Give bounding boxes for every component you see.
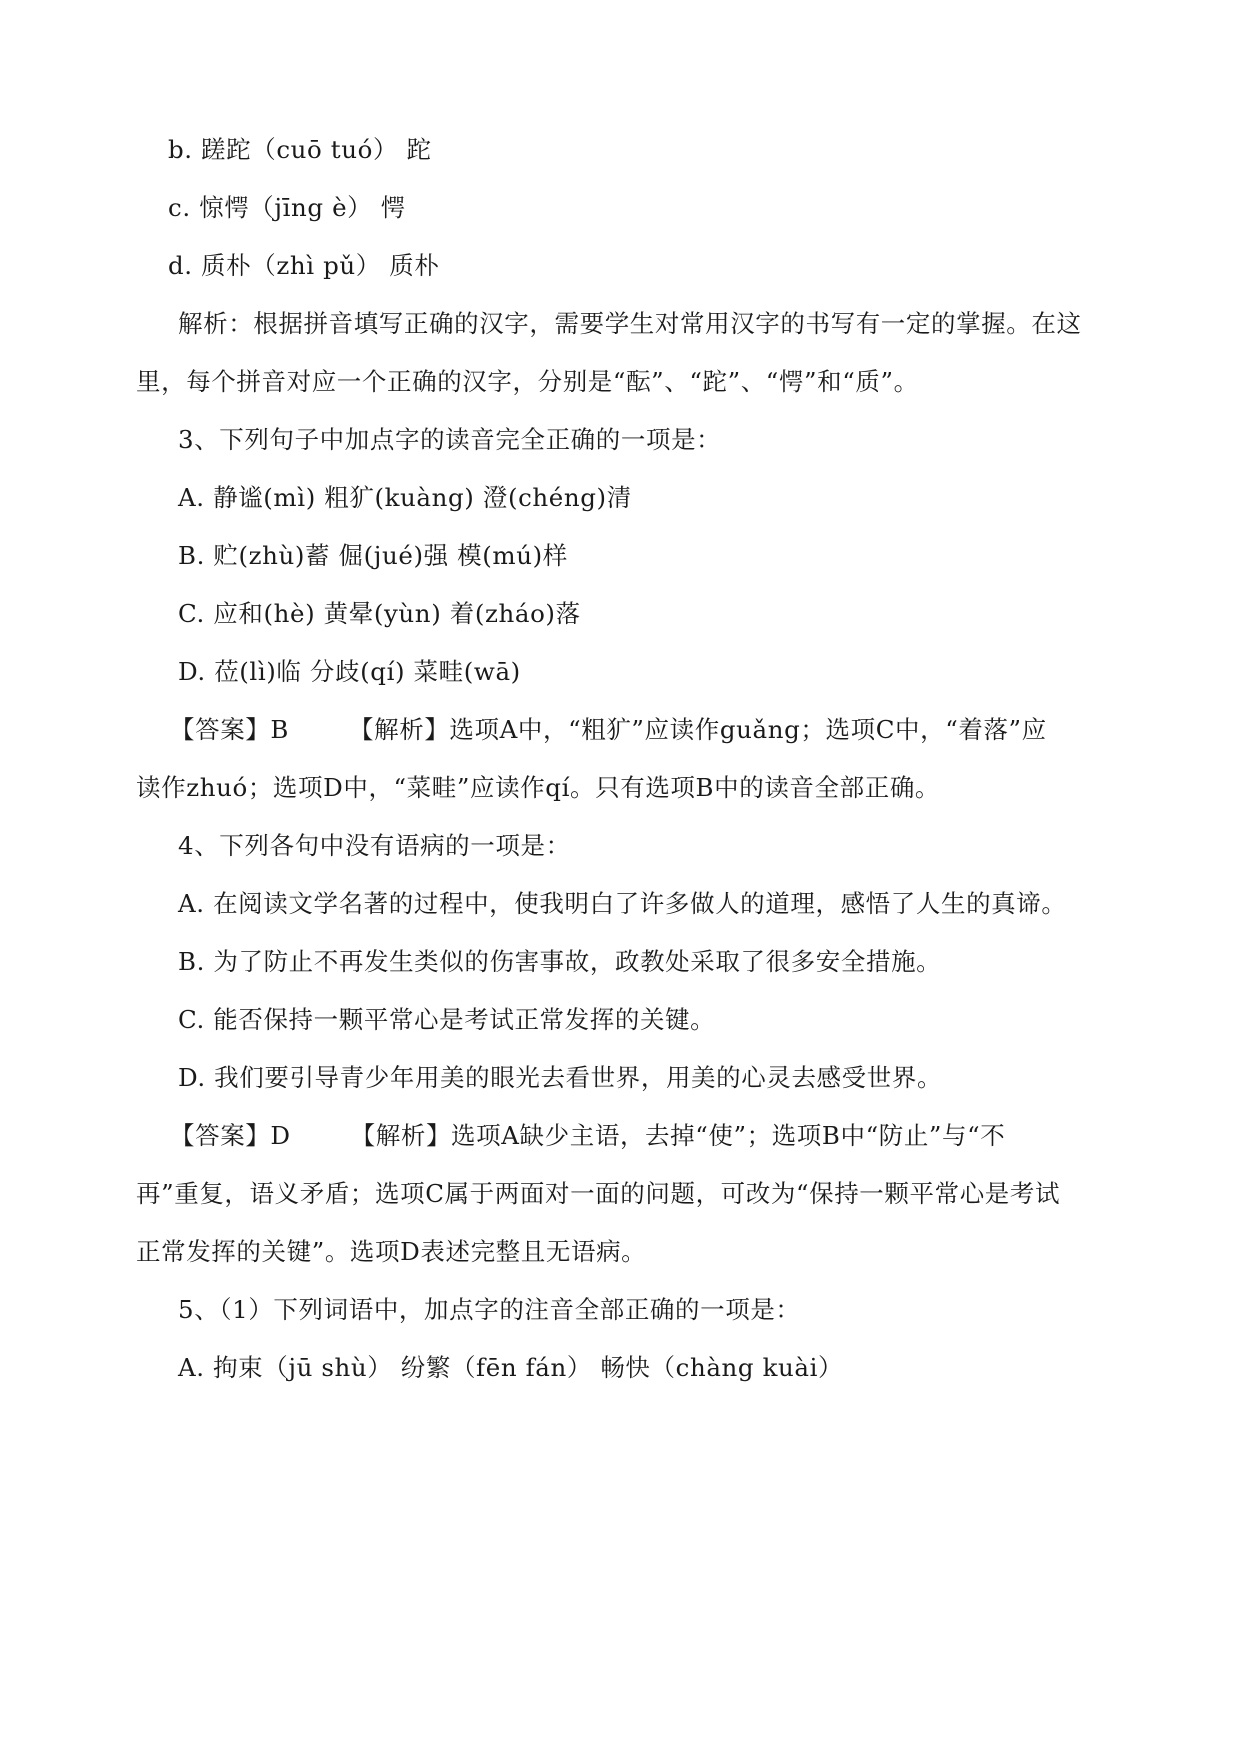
question-3-answer-line-1: 【答案】B 【解析】选项A中，“粗犷”应读作guǎng；选项C中，“着落”应 <box>170 715 1047 744</box>
question-4-option-d: D. 我们要引导青少年用美的眼光去看世界，用美的心灵去感受世界。 <box>178 1063 943 1092</box>
analysis-line-2: 里，每个拼音对应一个正确的汉字，分别是“酝”、“跎”、“愕”和“质”。 <box>136 367 919 396</box>
question-4-answer-line-2: 再”重复，语义矛盾；选项C属于两面对一面的问题，可改为“保持一颗平常心是考试 <box>136 1179 1061 1208</box>
question-4-option-a: A. 在阅读文学名著的过程中，使我明白了许多做人的道理，感悟了人生的真谛。 <box>178 889 1067 918</box>
question-3-option-a: A. 静谧(mì) 粗犷(kuàng) 澄(chéng)清 <box>178 483 632 512</box>
question-3-option-d: D. 莅(lì)临 分歧(qí) 菜畦(wā) <box>178 657 521 686</box>
question-3-option-b: B. 贮(zhù)蓄 倔(jué)强 模(mú)样 <box>178 541 568 570</box>
option-b-line: b. 蹉跎（cuō tuó） 跎 <box>168 135 432 164</box>
option-d-line: d. 质朴（zhì pǔ） 质朴 <box>168 251 440 280</box>
question-4-answer-line-3: 正常发挥的关键”。选项D表述完整且无语病。 <box>136 1237 647 1266</box>
question-5-option-a: A. 拘束（jū shù） 纷繁（fēn fán） 畅快（chàng kuài） <box>178 1353 844 1382</box>
question-4-title: 4、下列各句中没有语病的一项是： <box>178 831 571 860</box>
option-c-line: c. 惊愕（jīng è） 愕 <box>168 193 406 222</box>
question-3-answer-line-2: 读作zhuó；选项D中，“菜畦”应读作qí。只有选项B中的读音全部正确。 <box>136 773 941 802</box>
question-4-answer-line-1: 【答案】D 【解析】选项A缺少主语，去掉“使”；选项B中“防止”与“不 <box>170 1121 1006 1150</box>
question-5-title: 5、（1）下列词语中，加点字的注音全部正确的一项是： <box>178 1295 801 1324</box>
answer-tag: 【答案】B <box>170 715 290 744</box>
answer-tag: 【答案】D <box>170 1121 291 1150</box>
question-3-option-c: C. 应和(hè) 黄晕(yùn) 着(zháo)落 <box>178 599 581 628</box>
question-3-title: 3、下列句子中加点字的读音完全正确的一项是： <box>178 425 722 454</box>
analysis-line-1: 解析：根据拼音填写正确的汉字，需要学生对常用汉字的书写有一定的掌握。在这 <box>178 309 1082 338</box>
question-4-option-c: C. 能否保持一颗平常心是考试正常发挥的关键。 <box>178 1005 716 1034</box>
question-4-option-b: B. 为了防止不再发生类似的伤害事故，政教处采取了很多安全措施。 <box>178 947 942 976</box>
